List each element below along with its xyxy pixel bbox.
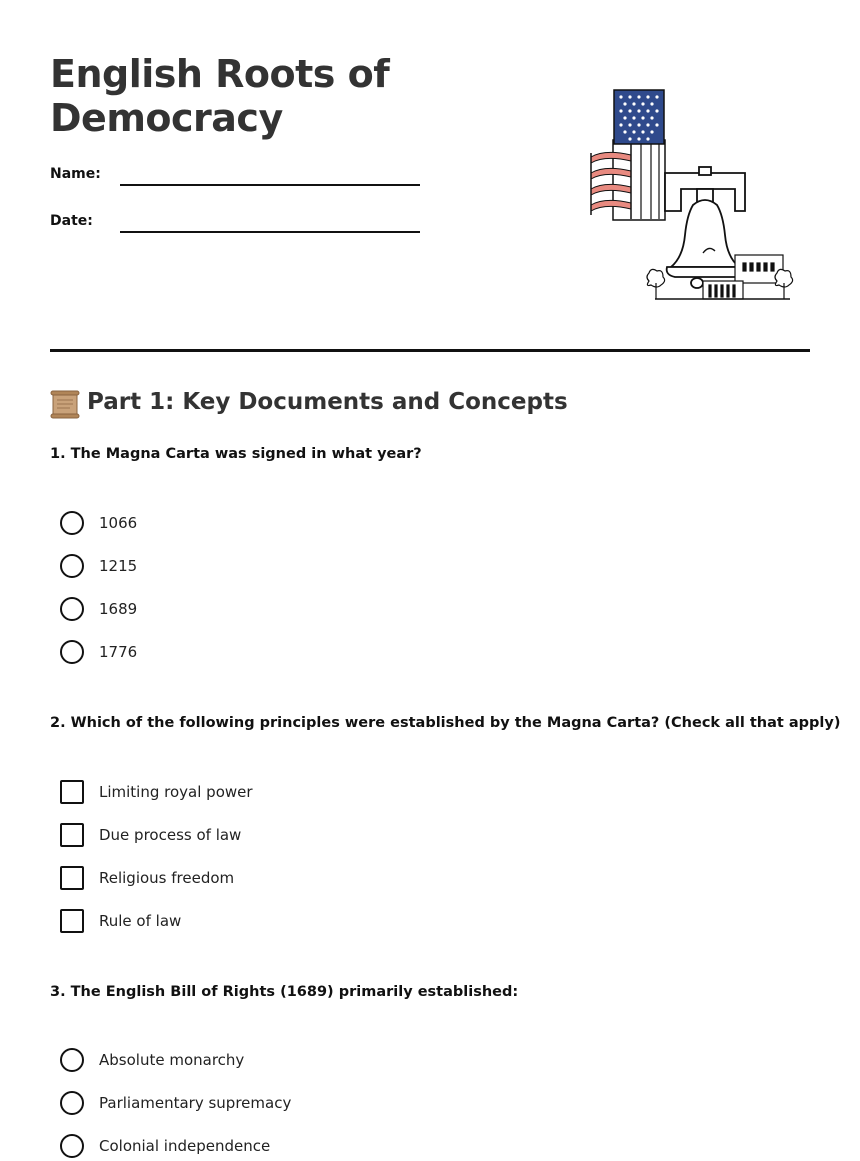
question-3: 3. The English Bill of Rights (1689) primarily established: <box>50 984 519 1000</box>
option-label: Absolute monarchy <box>99 1051 245 1069</box>
name-field[interactable] <box>50 166 430 190</box>
header-divider <box>50 349 810 352</box>
q2-option-1[interactable] <box>60 780 660 804</box>
option-label: Religious freedom <box>99 869 235 887</box>
option-label: Parliamentary supremacy <box>99 1094 292 1112</box>
option-label: Colonial independence <box>99 1137 271 1155</box>
checkbox[interactable] <box>60 780 84 804</box>
q3-option-3[interactable] <box>60 1134 660 1158</box>
q3-option-1[interactable] <box>60 1048 660 1072</box>
q2-option-3[interactable] <box>60 866 660 890</box>
option-label: Due process of law <box>99 826 242 844</box>
option-label: 1066 <box>99 514 138 532</box>
radio-button[interactable] <box>60 554 84 578</box>
option-label: Rule of law <box>99 912 182 930</box>
q3-option-2[interactable] <box>60 1091 660 1115</box>
question-2: 2. Which of the following principles were established by the Magna Carta? (Check all that apply) <box>50 715 841 731</box>
radio-button[interactable] <box>60 1091 84 1115</box>
checkbox[interactable] <box>60 866 84 890</box>
liberty-bell-icon <box>665 167 745 288</box>
name-label: Name: <box>50 166 101 182</box>
scroll-icon <box>50 389 80 419</box>
radio-button[interactable] <box>60 1134 84 1158</box>
page-title: English Roots of Democracy <box>50 52 390 140</box>
date-label: Date: <box>50 213 93 229</box>
name-input-line[interactable] <box>120 184 420 186</box>
q1-option-4[interactable] <box>60 640 660 664</box>
q2-option-4[interactable] <box>60 909 660 933</box>
q1-option-1[interactable] <box>60 511 660 535</box>
question-1: 1. The Magna Carta was signed in what year? <box>50 446 422 462</box>
part1-heading <box>50 386 750 422</box>
option-label: 1776 <box>99 643 138 661</box>
radio-button[interactable] <box>60 640 84 664</box>
date-input-line[interactable] <box>120 231 420 233</box>
option-label: Limiting royal power <box>99 783 253 801</box>
radio-button[interactable] <box>60 597 84 621</box>
radio-button[interactable] <box>60 1048 84 1072</box>
checkbox[interactable] <box>60 909 84 933</box>
q1-option-2[interactable] <box>60 554 660 578</box>
flag-icon <box>591 90 665 220</box>
q2-option-2[interactable] <box>60 823 660 847</box>
q1-option-3[interactable] <box>60 597 660 621</box>
date-field[interactable] <box>50 213 430 237</box>
section-title: Part 1: Key Documents and Concepts <box>87 389 568 415</box>
option-label: 1689 <box>99 600 138 618</box>
liberty-bell-flag-capitol-illustration <box>585 85 800 310</box>
radio-button[interactable] <box>60 511 84 535</box>
option-label: 1215 <box>99 557 138 575</box>
checkbox[interactable] <box>60 823 84 847</box>
